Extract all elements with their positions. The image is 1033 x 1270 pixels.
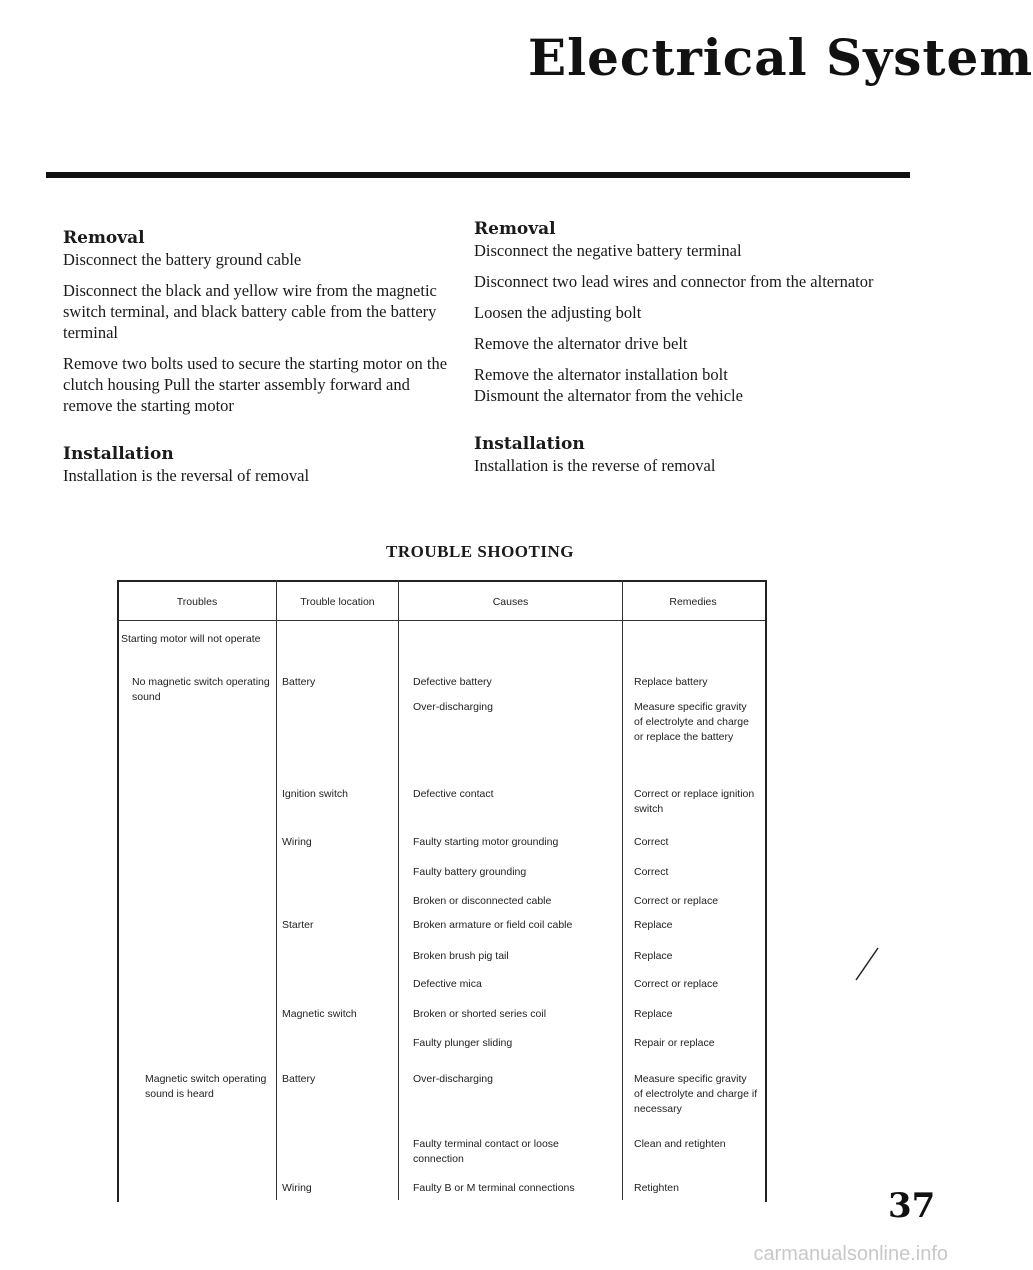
page-number: 37 [888, 1186, 936, 1226]
remedy-item: Retighten [634, 1182, 679, 1194]
remedy-item: Clean and retighten [634, 1138, 726, 1150]
alternator-section [474, 219, 894, 486]
cause-item: Broken brush pig tail [413, 950, 509, 962]
remedy-item: Measure specific gravity of electrolyte and charge if necessary [634, 1073, 758, 1115]
cause-item: Faulty starting motor grounding [413, 836, 559, 848]
location-item: Battery [282, 676, 316, 688]
trouble-item: Magnetic switch operating sound is heard [145, 1073, 267, 1100]
remedy-item: Correct or replace [634, 978, 719, 990]
page-header-title: Electrical System [528, 28, 1033, 87]
cause-item: Broken or disconnected cable [413, 895, 552, 907]
watermark: carmanualsonline.info [753, 1243, 948, 1265]
removal-heading: Removal [474, 219, 556, 239]
starter-section [63, 228, 463, 496]
cause-item: Broken or shorted series coil [413, 1008, 547, 1020]
header-rule [46, 172, 910, 178]
removal-step: Disconnect the black and yellow wire from the magnetic switch terminal, and black battery cable from the battery terminal [63, 281, 437, 342]
remedy-item: Correct [634, 866, 669, 878]
remedy-item: Replace battery [634, 676, 708, 688]
remedy-item: Correct or replace ignition switch [634, 788, 755, 815]
removal-step: Remove two bolts used to secure the starting motor on the clutch housing Pull the starter assembly forward and remove the starting motor [63, 354, 448, 415]
installation-heading: Installation [63, 444, 174, 464]
location-item: Battery [282, 1073, 316, 1085]
trouble-item: Starting motor will not operate [121, 633, 261, 645]
cause-item: Broken armature or field coil cable [413, 919, 573, 931]
cause-item: Faulty battery grounding [413, 866, 527, 878]
cause-item: Defective battery [413, 676, 492, 688]
cause-item: Faulty terminal contact or loose connection [413, 1138, 559, 1165]
removal-step: Remove the alternator drive belt [474, 334, 688, 353]
scan-slash-mark [852, 944, 882, 984]
location-item: Wiring [282, 1182, 312, 1194]
cause-item: Faulty plunger sliding [413, 1037, 513, 1049]
removal-step: Disconnect the battery ground cable [63, 250, 302, 269]
removal-step: Loosen the adjusting bolt [474, 303, 642, 322]
header-troubles: Troubles [176, 596, 218, 608]
cause-item: Faulty B or M terminal connections [413, 1182, 575, 1194]
removal-heading: Removal [63, 228, 145, 248]
installation-text: Installation is the reverse of removal [474, 456, 716, 475]
trouble-shooting-title: TROUBLE SHOOTING [386, 542, 574, 561]
header-trouble-location: Trouble location [300, 596, 375, 608]
installation-text: Installation is the reversal of removal [63, 466, 310, 485]
remedy-item: Measure specific gravity of electrolyte and charge or replace the battery [634, 701, 749, 743]
trouble-item: No magnetic switch operating sound [132, 676, 270, 703]
removal-step: Disconnect two lead wires and connector from the alternator [474, 272, 874, 291]
remedy-item: Correct or replace [634, 895, 719, 907]
location-item: Magnetic switch [282, 1008, 357, 1020]
remedy-item: Repair or replace [634, 1037, 715, 1049]
header-causes: Causes [492, 596, 529, 608]
removal-step: Remove the alternator installation bolt Dismount the alternator from the vehicle [474, 365, 743, 405]
removal-step: Disconnect the negative battery terminal [474, 241, 742, 260]
cause-item: Defective mica [413, 978, 482, 990]
installation-heading: Installation [474, 434, 585, 454]
header-remedies: Remedies [669, 596, 717, 608]
location-item: Wiring [282, 836, 312, 848]
remedy-item: Correct [634, 836, 669, 848]
cause-item: Over-discharging [413, 1073, 493, 1085]
remedy-item: Replace [634, 1008, 673, 1020]
remedy-item: Replace [634, 950, 673, 962]
cause-item: Defective contact [413, 788, 494, 800]
cause-item: Over-discharging [413, 701, 493, 713]
remedy-item: Replace [634, 919, 673, 931]
location-item: Ignition switch [282, 788, 348, 800]
location-item: Starter [282, 919, 314, 931]
